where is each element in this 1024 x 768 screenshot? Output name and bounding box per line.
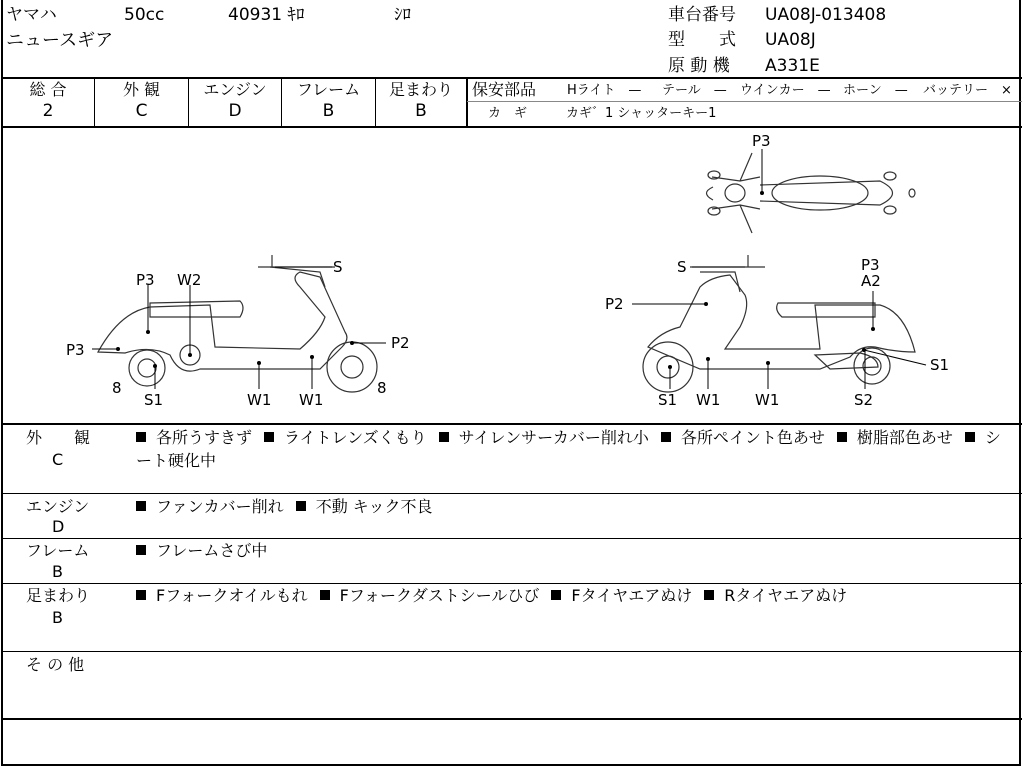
divider [467, 101, 1022, 102]
chassis-value: UA08J-013408 [765, 5, 887, 25]
displacement: 50cc [124, 5, 165, 25]
label-p2-right: P2 [605, 295, 624, 313]
label-s-left: S [333, 258, 343, 276]
label-8-left-rear: 8 [112, 379, 122, 397]
divider [1, 493, 1022, 494]
rating-value-suspension: B [415, 101, 427, 121]
mileage: 40931 ｷﾛ [228, 5, 305, 25]
section-items-exterior: 各所うすきず ライトレンズくもり サイレンサーカバー削れ小 各所ペイント色あせ 樹脂部色あせ シート硬化中 [136, 428, 1001, 470]
type-value: UA08J [765, 30, 816, 50]
label-w1-right-a: W1 [696, 391, 721, 409]
section-label-frame: フレーム [26, 541, 90, 560]
label-s2-right: S2 [854, 391, 874, 409]
engine-value: A331E [765, 56, 820, 76]
label-s1-right-rear: S1 [930, 356, 950, 374]
label-p3-top: P3 [752, 132, 771, 150]
label-p2-left: P2 [391, 334, 410, 352]
maker: ヤマハ [6, 5, 57, 25]
section-items-frame: フレームさび中 [136, 539, 1012, 562]
section-grade-suspension: B [52, 608, 63, 627]
model-name: ニュースギア [6, 30, 114, 51]
safety-item-headlight: Hライト — [567, 83, 642, 98]
section-label-suspension: 足まわり [26, 586, 91, 605]
label-p3-left-top: P3 [136, 271, 155, 289]
rating-value-overall: 2 [42, 101, 54, 121]
label-p3-left-rear: P3 [66, 341, 85, 359]
scooter-diagram [0, 127, 1024, 423]
safety-item-taillight: テール — [662, 83, 727, 98]
section-grade-frame: B [52, 562, 63, 581]
key-label: カ ギ [488, 106, 528, 121]
label-8-left-front: 8 [377, 379, 387, 397]
rating-label-overall: 総 合 [29, 80, 67, 99]
rating-label-frame: フレーム [296, 80, 361, 99]
label-a2-right: A2 [861, 272, 881, 290]
section-items-engine: ファンカバー削れ 不動 キック不良 [136, 495, 1012, 518]
label-w1-left-a: W1 [247, 391, 272, 409]
section-grade-exterior: C [52, 450, 64, 469]
rating-label-exterior: 外 観 [122, 80, 161, 99]
chassis-label: 車台番号 [668, 5, 736, 25]
engine-label: 原 動 機 [668, 56, 730, 76]
divider [1, 718, 1022, 720]
rating-value-exterior: C [135, 101, 148, 121]
label-w2-left: W2 [177, 271, 202, 289]
label-s1-right-front: S1 [658, 391, 678, 409]
label-p3-right: P3 [861, 256, 880, 274]
type-label: 型 式 [668, 30, 736, 50]
top-view-scooter [707, 153, 916, 233]
divider [1, 423, 1022, 425]
rating-value-engine: D [228, 101, 242, 121]
rating-label-suspension: 足まわり [388, 80, 453, 99]
label-s-right: S [677, 258, 687, 276]
key-value: カギ゛1 シャッターキー1 [566, 106, 717, 121]
label-s1-left: S1 [144, 391, 164, 409]
divider [466, 78, 468, 126]
section-label-exterior: 外 観 [26, 428, 91, 447]
rating-value-frame: B [322, 101, 335, 121]
section-label-engine: エンジン [26, 497, 90, 516]
safety-item-horn: ホーン — [843, 83, 908, 98]
safety-label: 保安部品 [472, 80, 537, 99]
color: ｼﾛ [394, 5, 411, 25]
divider [1, 651, 1022, 652]
label-w1-left-b: W1 [299, 391, 324, 409]
section-label-other: そ の 他 [26, 655, 85, 674]
section-grade-engine: D [52, 517, 65, 536]
divider [1, 77, 1022, 79]
section-items-suspension: Fフォークオイルもれ Fフォークダストシールひび Fタイヤエアぬけ Rタイヤエアぬけ [136, 584, 1012, 607]
safety-item-battery: バッテリー × [923, 83, 1012, 98]
label-w1-right-b: W1 [755, 391, 780, 409]
safety-item-winker: ウインカー — [740, 83, 831, 98]
rating-label-engine: エンジン [203, 80, 267, 99]
